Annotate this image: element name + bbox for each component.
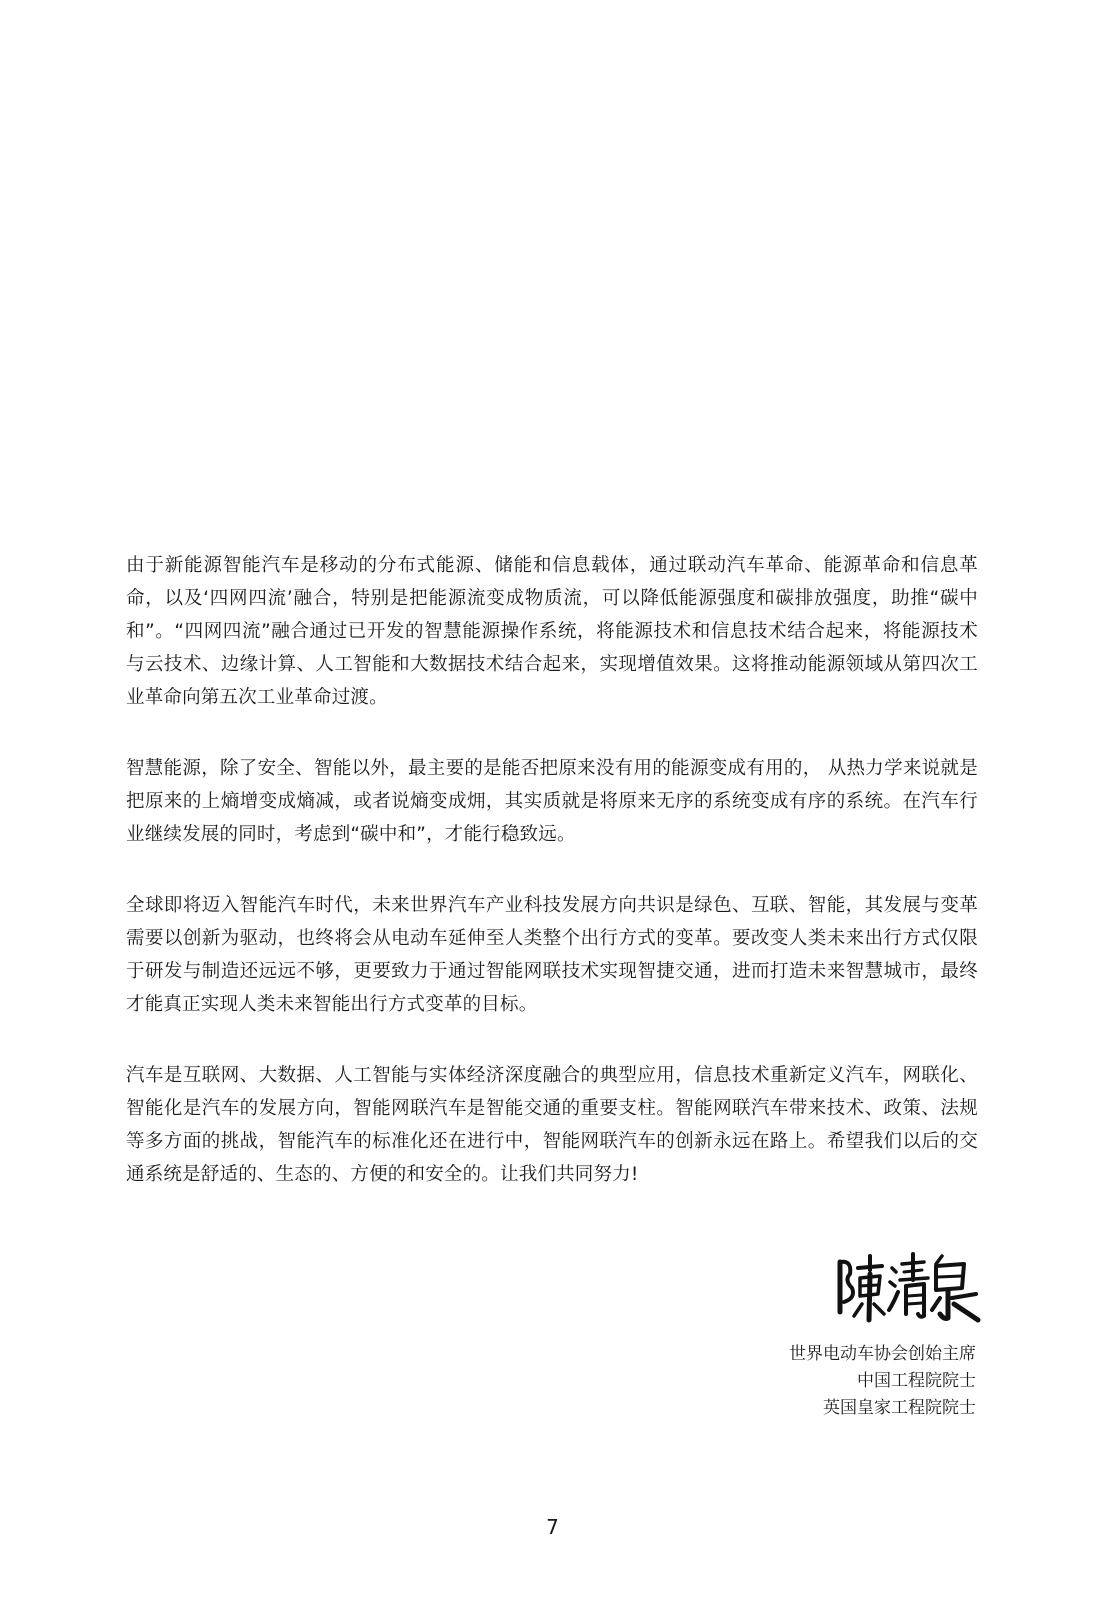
- paragraph-2: 智慧能源，除了安全、智能以外，最主要的是能否把原来没有用的能源变成有用的， 从热力学来说就是把原来的上熵增变成熵减，或者说熵变成㶲，其实质就是将原来无序的系统变成有序的系统。在汽车行业继续发展的同时，考虑到“碳中和”，才能行稳致远。: [126, 758, 978, 845]
- paragraph-1: 由于新能源智能汽车是移动的分布式能源、储能和信息载体，通过联动汽车革命、能源革命和信息革命，以及‘四网四流’融合，特别是把能源流变成物质流，可以降低能源强度和碳排放强度，助推“碳中和”。“四网四流”融合通过已开发的智慧能源操作系统，将能源技术和信息技术结合起来，将能源技术与云技术、边缘计算、人工智能和大数据技术结合起来，实现增值效果。这将推动能源领域从第四次工业革命向第五次工业革命过渡。: [126, 555, 978, 708]
- paragraph-3: 全球即将迈入智能汽车时代，未来世界汽车产业科技发展方向共识是绿色、互联、智能，其发展与变革需要以创新为驱动，也终将会从电动车延伸至人类整个出行方式的变革。要改变人类未来出行方式仅限于研发与制造还远远不够，更要致力于通过智能网联技术实现智捷交通，进而打造未来智慧城市，最终才能真正实现人类未来智能出行方式变革的目标。: [126, 895, 978, 1015]
- body-text: [126, 549, 978, 1229]
- author-credentials: [789, 1341, 976, 1422]
- handwritten-signature: [832, 1248, 982, 1326]
- credential-line: 英国皇家工程院院士: [823, 1398, 976, 1418]
- page-number: 7: [546, 1515, 559, 1539]
- paragraph-4: 汽车是互联网、大数据、人工智能与实体经济深度融合的典型应用，信息技术重新定义汽车，网联化、智能化是汽车的发展方向，智能网联汽车是智能交通的重要支柱。智能网联汽车带来技术、政策、法规等多方面的挑战，智能汽车的标准化还在进行中，智能网联汽车的创新永远在路上。希望我们以后的交通系统是舒适的、生态的、方便的和安全的。让我们共同努力!: [126, 1065, 978, 1185]
- credential-line: 中国工程院院士: [857, 1371, 976, 1391]
- credential-line: 世界电动车协会创始主席: [789, 1344, 976, 1364]
